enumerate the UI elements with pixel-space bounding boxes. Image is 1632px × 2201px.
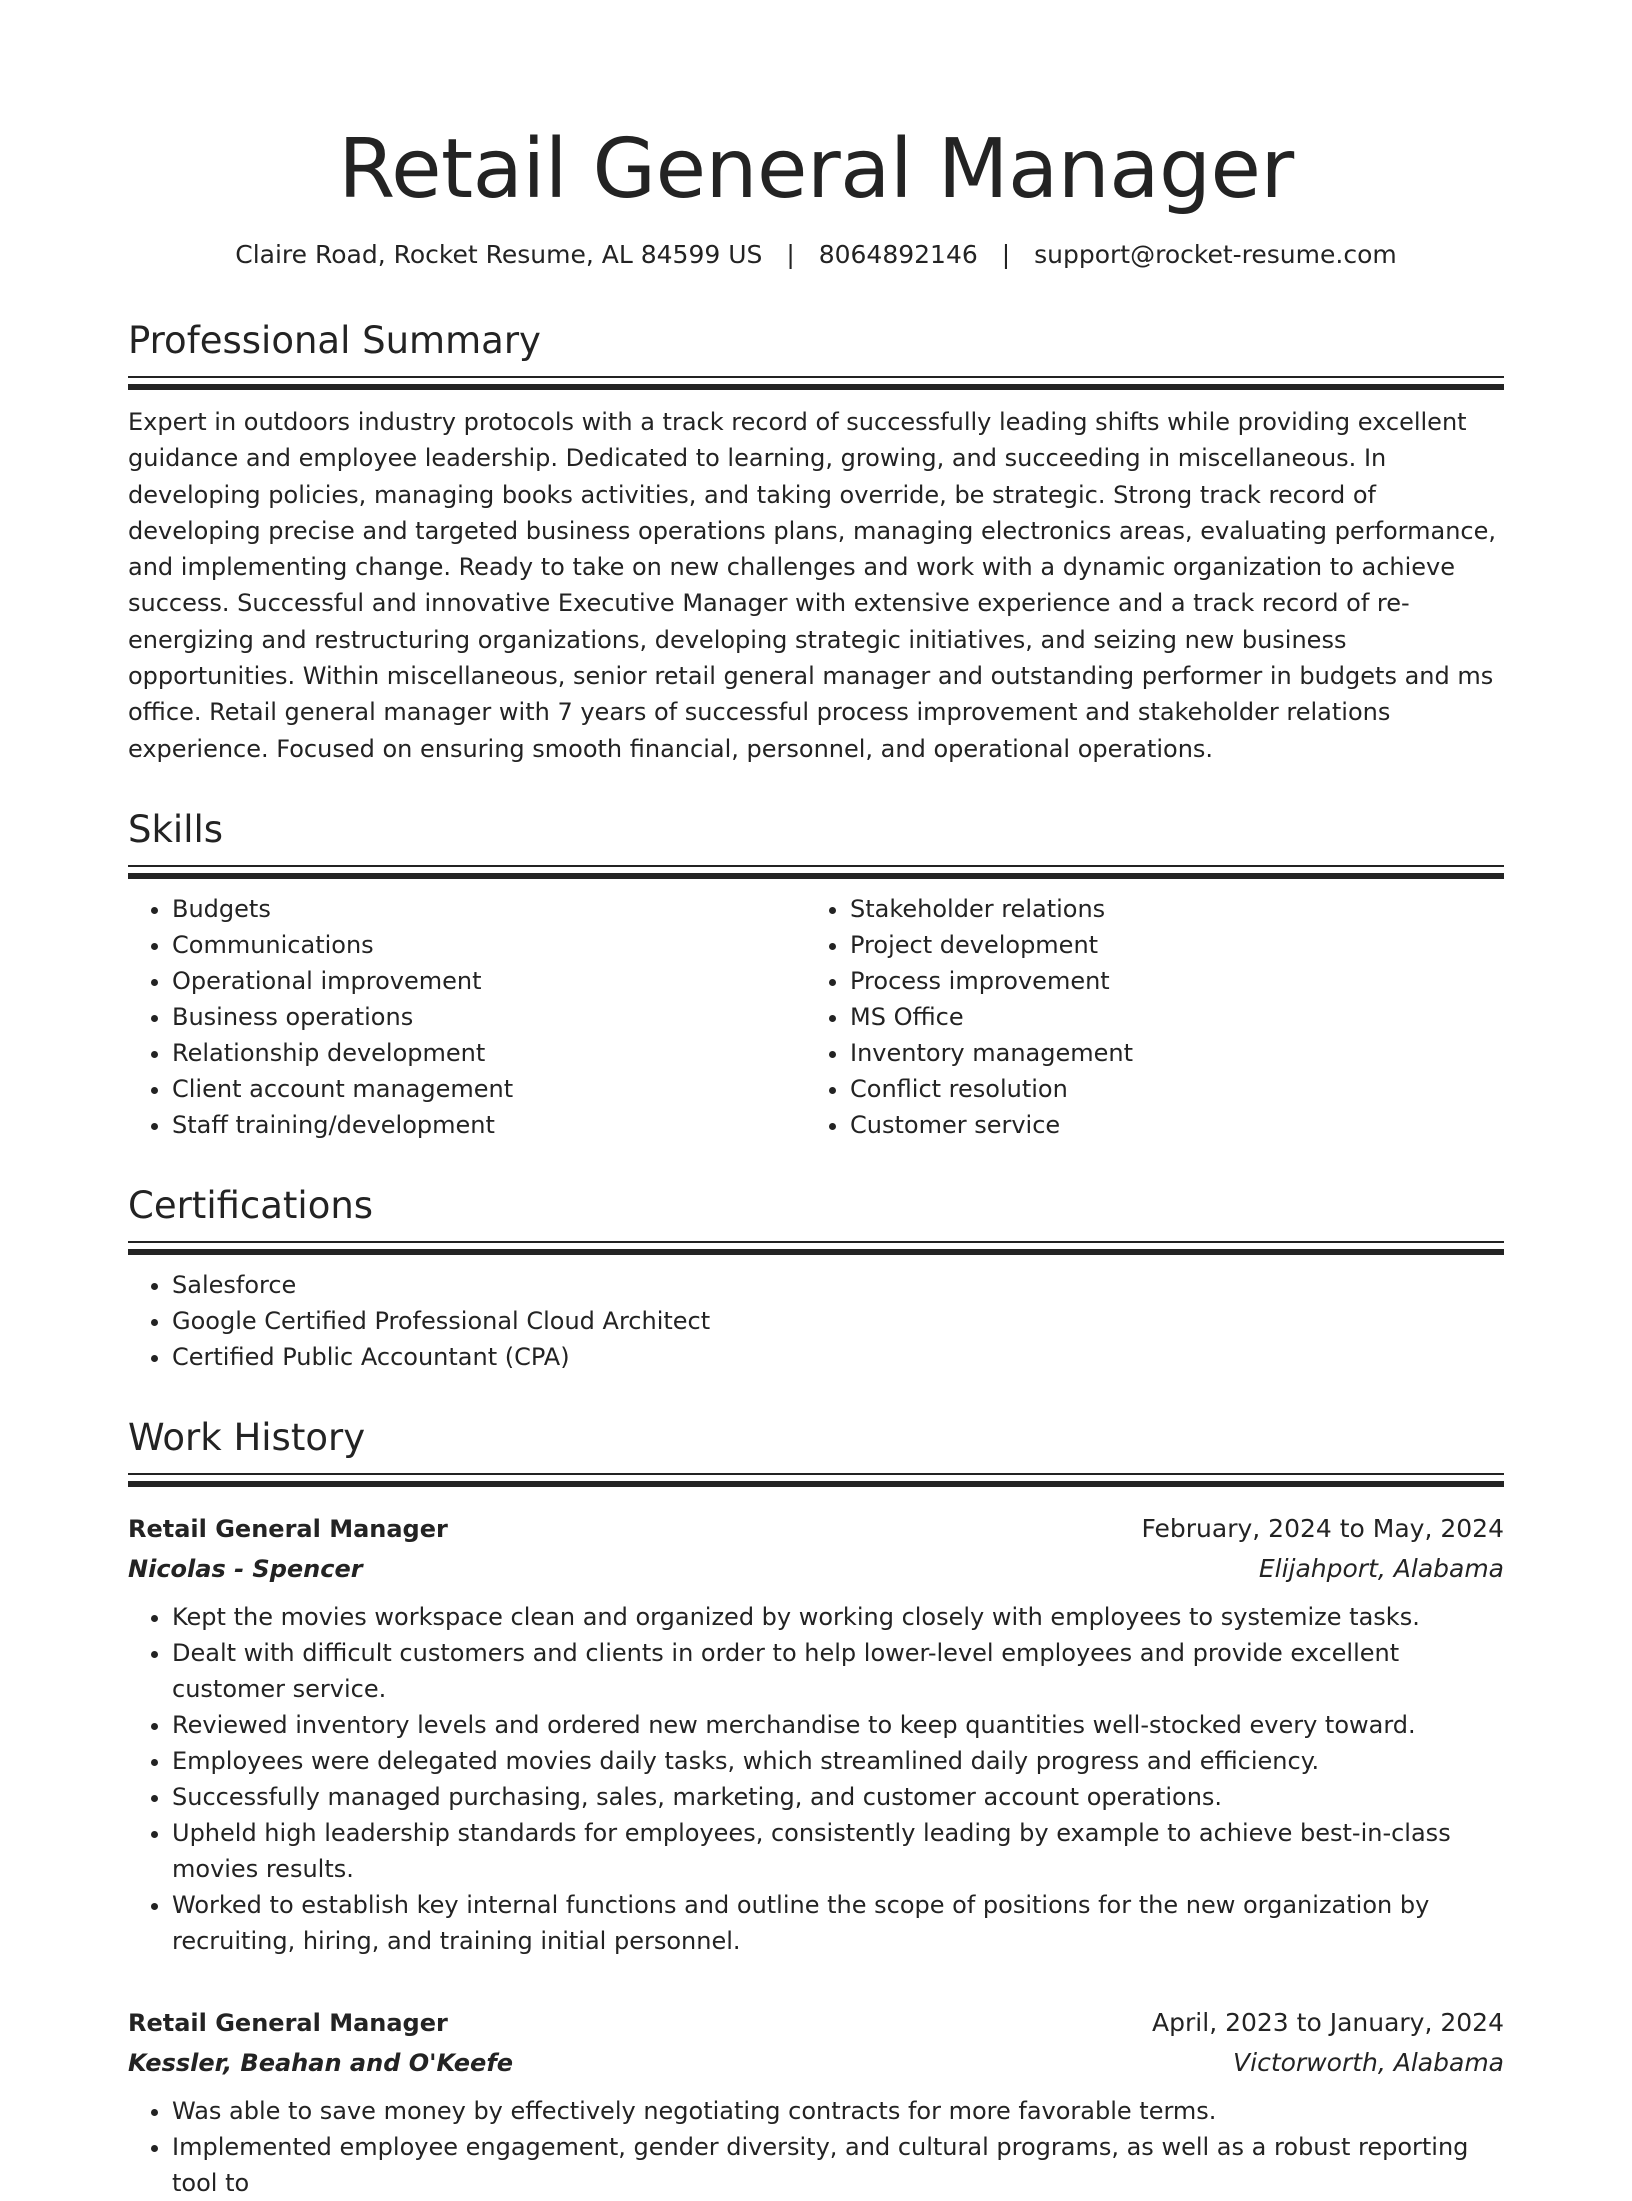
skills-column-left [128,891,806,1143]
job-company: Nicolas - Spencer [128,1554,363,1583]
job-bullet: • Successfully managed purchasing, sales, marketing, and customer account operations. [172,1779,1504,1815]
skills-columns [128,891,1504,1143]
contact-address: Claire Road, Rocket Resume, AL 84599 US [235,240,763,269]
job-bullet: • Worked to establish key internal functions and outline the scope of positions for the new organization by recruiting, hiring, and training initial personnel. [172,1887,1504,1959]
job-company: Kessler, Beahan and O'Keefe [128,2048,514,2077]
certification-item: • Google Certified Professional Cloud Architect [172,1303,1504,1339]
section-rule [128,376,1504,378]
skill-item: • Stakeholder relations [850,891,1484,927]
certification-item: • Salesforce [172,1267,1504,1303]
work-history-section [128,1415,1504,2201]
job-header-row [128,2003,1504,2043]
section-title-summary: Professional Summary [128,319,541,362]
skill-item: • Staff training/development [172,1107,806,1143]
job-location: Victorworth, Alabama [1233,2047,1504,2077]
section-title-certifications: Certifications [128,1183,374,1227]
resume-name: Retail General Manager [338,122,1294,217]
skill-item: • Communications [172,927,806,963]
job-bullet: • Implemented employee engagement, gender diversity, and cultural programs, as well as a robust reporting tool to [172,2129,1504,2201]
section-rule-thick [128,1481,1504,1487]
skill-item: • Process improvement [850,963,1484,999]
skill-item: • Conflict resolution [850,1071,1484,1107]
contact-separator: | [786,240,795,269]
contact-line [128,238,1504,272]
skill-item: • Customer service [850,1107,1484,1143]
job-title: Retail General Manager [128,1514,448,1543]
skill-item: • Project development [850,927,1484,963]
section-rule [128,1473,1504,1475]
job-company-row [128,1549,1504,1589]
skill-item: • Business operations [172,999,806,1035]
job-bullet: • Reviewed inventory levels and ordered new merchandise to keep quantities well-stocked every toward. [172,1707,1504,1743]
job-title: Retail General Manager [128,2008,448,2037]
skill-item: • Inventory management [850,1035,1484,1071]
job-bullet: • Was able to save money by effectively negotiating contracts for more favorable terms. [172,2093,1504,2129]
job-dates: April, 2023 to January, 2024 [1152,2007,1504,2037]
skill-item: • Operational improvement [172,963,806,999]
section-rule-thick [128,873,1504,879]
job-dates: February, 2024 to May, 2024 [1141,1513,1504,1543]
job-bullet: • Employees were delegated movies daily tasks, which streamlined daily progress and efficiency. [172,1743,1504,1779]
job-bullet: • Dealt with difficult customers and clients in order to help lower-level employees and provide excellent customer service. [172,1635,1504,1707]
certification-item: • Certified Public Accountant (CPA) [172,1339,1504,1375]
contact-email[interactable]: support@rocket-resume.com [1034,240,1397,269]
certifications-list [128,1267,1504,1375]
job-location: Elijahport, Alabama [1258,1553,1504,1583]
skill-item: • Budgets [172,891,806,927]
job-company-row [128,2043,1504,2083]
summary-text: Expert in outdoors industry protocols with a track record of successfully leading shifts while providing excellent guidance and employee leadership. Dedicated to learning, growing, and succeeding in miscellaneous. In developing policies, managing books activities, and taking override, be strategic. Strong track record of developing precise and targeted business operations plans, managing electronics areas, evaluating performance, and implementing change. Ready to take on new challenges and work with a dynamic organization to achieve success. Successful and innovative Executive Manager with extensive experience and a track record of re-energizing and restructuring organizations, developing strategic initiatives, and seizing new business opportunities. Within miscellaneous, senior retail general manager and outstanding performer in budgets and ms office. Retail general manager with 7 years of successful process improvement and stakeholder relations experience. Focused on ensuring smooth financial, personnel, and operational operations. [128,408,1496,763]
section-rule-thick [128,384,1504,390]
section-title-skills: Skills [128,807,224,851]
skills-column-right [806,891,1484,1143]
skill-item: • Relationship development [172,1035,806,1071]
contact-phone: 8064892146 [818,240,978,269]
section-rule-thick [128,1249,1504,1255]
certifications-section [128,1183,1504,1375]
job-bullet: • Kept the movies workspace clean and organized by working closely with employees to systemize tasks. [172,1599,1504,1635]
contact-separator: | [1001,240,1011,269]
section-rule [128,865,1504,867]
section-title-work-history: Work History [128,1415,366,1459]
job-bullets [128,2093,1504,2201]
skill-item: • MS Office [850,999,1484,1035]
skill-item: • Client account management [172,1071,806,1107]
summary-section [128,318,1504,767]
job-entry [128,1509,1504,1959]
job-bullet: • Upheld high leadership standards for employees, consistently leading by example to achieve best-in-class movies results. [172,1815,1504,1887]
section-rule [128,1241,1504,1243]
job-bullets [128,1599,1504,1959]
job-entry [128,2003,1504,2201]
job-header-row [128,1509,1504,1549]
skills-section [128,807,1504,1143]
resume-content [128,118,1504,2201]
